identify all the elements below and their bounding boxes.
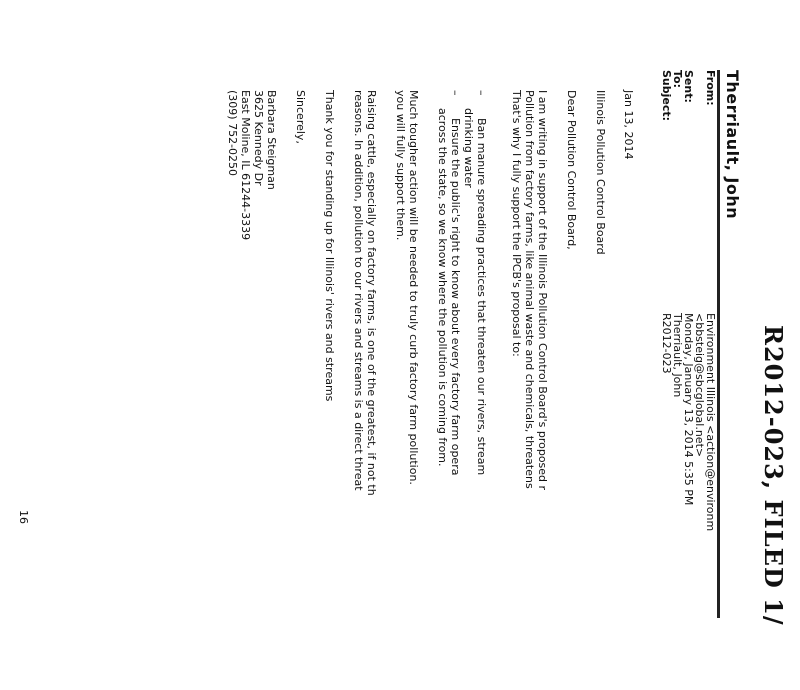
paragraph-line: Much tougher action will be needed to truly curb factory farm pollution. xyxy=(407,90,420,485)
header-label: From: xyxy=(704,70,717,106)
paragraph-line: you will fully support them. xyxy=(394,90,407,241)
letter-date: Jan 13, 2014 xyxy=(622,90,635,160)
header-value: Monday, January 13, 2014 5:35 PM xyxy=(682,313,695,506)
header-rule xyxy=(717,70,720,618)
page-number: 16 xyxy=(17,510,30,524)
header-label: Sent: xyxy=(682,70,695,103)
filing-stamp: R2012-023, FILED 1/ xyxy=(759,325,788,626)
paragraph-line: Raising cattle, especially on factory farms, is one of the greatest, if not th xyxy=(365,90,378,496)
letter-greeting: Dear Pollution Control Board, xyxy=(565,90,578,250)
header-value: Therriault, John xyxy=(671,313,684,398)
signature-street: 3625 Kennedy Dr xyxy=(252,90,265,186)
header-label: Subject: xyxy=(660,70,673,122)
bullet-line: Ban manure spreading practices that threaten our rivers, stream xyxy=(475,118,488,476)
bullet-line: drinking water xyxy=(462,108,475,188)
header-value: R2012-023 xyxy=(660,313,673,374)
bullet-dash: – xyxy=(449,90,462,96)
paragraph-line: Thank you for standing up for Illinois' rivers and streams xyxy=(323,90,336,402)
header-value: <bbsteig@sbcglobal.net> xyxy=(693,313,706,458)
bullet-dash: – xyxy=(475,90,488,96)
paragraph-line: That's why I fully support the IPCB's proposal to: xyxy=(510,90,523,357)
header-value: Environment Illinois <action@environm xyxy=(704,313,717,532)
letter-closing: Sincerely, xyxy=(294,90,307,144)
bullet-line: Ensure the public's right to know about every factory farm opera xyxy=(449,118,462,476)
bullet-line: across the state, so we know where the pollution is coming from. xyxy=(436,108,449,467)
letter-addressee: Illinois Pollution Control Board xyxy=(594,90,607,255)
header-label: To: xyxy=(671,70,684,88)
paragraph-line: Pollution from factory farms, like animal waste and chemicals, threatens xyxy=(523,90,536,489)
sender-name: Therriault, John xyxy=(723,70,742,220)
bullet-item xyxy=(436,90,462,690)
letter-body xyxy=(226,90,635,690)
bullet-item xyxy=(462,90,488,690)
signature-city: East Moline, IL 61244-3339 xyxy=(239,90,252,241)
signature-phone: (309) 752-0250 xyxy=(226,90,239,177)
signature-name: Barbara Steigman xyxy=(265,90,278,190)
paragraph-line: I am writing in support of the Illinois Pollution Control Board's proposed r xyxy=(536,90,549,491)
paragraph-line: reasons. In addition, pollution to our rivers and streams is a direct threat xyxy=(352,90,365,491)
